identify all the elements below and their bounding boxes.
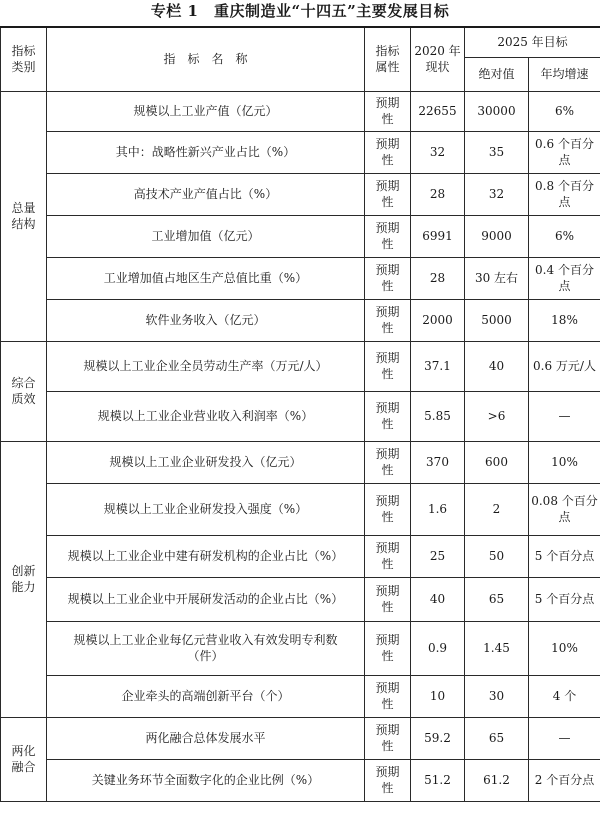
- attr-cell: 预期 性: [365, 621, 411, 675]
- attr-cell: 预期 性: [365, 483, 411, 535]
- header-growth: 年均增速: [529, 57, 600, 91]
- name-cell: 规模以上工业企业每亿元营业收入有效发明专利数 （件）: [47, 621, 365, 675]
- attr-cell: 预期 性: [365, 173, 411, 215]
- absolute-cell: 5000: [465, 299, 529, 341]
- growth-cell: 10%: [529, 621, 600, 675]
- name-cell: 工业增加值占地区生产总值比重（%）: [47, 257, 365, 299]
- name-cell: 规模以上工业企业中开展研发活动的企业占比（%）: [47, 577, 365, 621]
- absolute-cell: 9000: [465, 215, 529, 257]
- growth-cell: 0.6 个百分点: [529, 131, 600, 173]
- attr-cell: 预期 性: [365, 257, 411, 299]
- attr-cell: 预期 性: [365, 759, 411, 801]
- current-cell: 0.9: [411, 621, 465, 675]
- growth-cell: 0.4 个百分点: [529, 257, 600, 299]
- growth-cell: —: [529, 391, 600, 441]
- table-row: [1, 675, 600, 717]
- absolute-cell: 32: [465, 173, 529, 215]
- absolute-cell: 1.45: [465, 621, 529, 675]
- table-row: [1, 759, 600, 801]
- header-attr: 指标 属性: [365, 27, 411, 91]
- growth-cell: 10%: [529, 441, 600, 483]
- targets-table: [0, 26, 600, 802]
- name-cell: 规模以上工业企业研发投入强度（%）: [47, 483, 365, 535]
- name-cell: 企业牵头的高端创新平台（个）: [47, 675, 365, 717]
- table-row: [1, 577, 600, 621]
- current-cell: 2000: [411, 299, 465, 341]
- current-cell: 22655: [411, 91, 465, 131]
- attr-cell: 预期 性: [365, 441, 411, 483]
- growth-cell: 5 个百分点: [529, 577, 600, 621]
- table-row: [1, 173, 600, 215]
- current-cell: 37.1: [411, 341, 465, 391]
- current-cell: 5.85: [411, 391, 465, 441]
- absolute-cell: 30000: [465, 91, 529, 131]
- absolute-cell: >6: [465, 391, 529, 441]
- growth-cell: 5 个百分点: [529, 535, 600, 577]
- name-cell: 其中：战略性新兴产业占比（%）: [47, 131, 365, 173]
- header-absolute: 绝对值: [465, 57, 529, 91]
- category-cell: 总量 结构: [1, 91, 47, 341]
- growth-cell: 6%: [529, 215, 600, 257]
- table-body: [1, 91, 600, 801]
- attr-cell: 预期 性: [365, 535, 411, 577]
- name-cell: 高技术产业产值占比（%）: [47, 173, 365, 215]
- absolute-cell: 30 左右: [465, 257, 529, 299]
- table-row: [1, 441, 600, 483]
- growth-cell: 0.8 个百分点: [529, 173, 600, 215]
- current-cell: 370: [411, 441, 465, 483]
- table-row: [1, 91, 600, 131]
- header-current: 2020 年 现状: [411, 27, 465, 91]
- attr-cell: 预期 性: [365, 91, 411, 131]
- current-cell: 28: [411, 173, 465, 215]
- growth-cell: 6%: [529, 91, 600, 131]
- current-cell: 51.2: [411, 759, 465, 801]
- attr-cell: 预期 性: [365, 299, 411, 341]
- table-title: 专栏 1 重庆制造业“十四五”主要发展目标: [150, 2, 450, 20]
- current-cell: 28: [411, 257, 465, 299]
- name-cell: 规模以上工业企业全员劳动生产率（万元/人）: [47, 341, 365, 391]
- absolute-cell: 600: [465, 441, 529, 483]
- growth-cell: 18%: [529, 299, 600, 341]
- name-cell: 工业增加值（亿元）: [47, 215, 365, 257]
- current-cell: 1.6: [411, 483, 465, 535]
- category-cell: 两化 融合: [1, 717, 47, 801]
- attr-cell: 预期 性: [365, 675, 411, 717]
- name-cell: 规模以上工业产值（亿元）: [47, 91, 365, 131]
- table-row: [1, 299, 600, 341]
- header-name: 指 标 名 称: [47, 27, 365, 91]
- absolute-cell: 40: [465, 341, 529, 391]
- table-row: [1, 717, 600, 759]
- table-row: [1, 215, 600, 257]
- table-row: [1, 535, 600, 577]
- absolute-cell: 35: [465, 131, 529, 173]
- name-cell: 规模以上工业企业研发投入（亿元）: [47, 441, 365, 483]
- attr-cell: 预期 性: [365, 577, 411, 621]
- current-cell: 25: [411, 535, 465, 577]
- attr-cell: 预期 性: [365, 717, 411, 759]
- header-category: 指标 类别: [1, 27, 47, 91]
- growth-cell: 0.08 个百分 点: [529, 483, 600, 535]
- current-cell: 10: [411, 675, 465, 717]
- table-row: [1, 391, 600, 441]
- attr-cell: 预期 性: [365, 215, 411, 257]
- absolute-cell: 61.2: [465, 759, 529, 801]
- attr-cell: 预期 性: [365, 391, 411, 441]
- header-target: 2025 年目标: [465, 27, 600, 57]
- name-cell: 规模以上工业企业营业收入利润率（%）: [47, 391, 365, 441]
- name-cell: 两化融合总体发展水平: [47, 717, 365, 759]
- category-cell: 综合 质效: [1, 341, 47, 441]
- name-cell: 规模以上工业企业中建有研发机构的企业占比（%）: [47, 535, 365, 577]
- attr-cell: 预期 性: [365, 131, 411, 173]
- table-row: [1, 131, 600, 173]
- current-cell: 6991: [411, 215, 465, 257]
- attr-cell: 预期 性: [365, 341, 411, 391]
- table-row: [1, 341, 600, 391]
- growth-cell: 0.6 万元/人: [529, 341, 600, 391]
- growth-cell: 2 个百分点: [529, 759, 600, 801]
- absolute-cell: 30: [465, 675, 529, 717]
- header-row-1: [1, 27, 600, 57]
- absolute-cell: 2: [465, 483, 529, 535]
- table-row: [1, 621, 600, 675]
- growth-cell: 4 个: [529, 675, 600, 717]
- table-row: [1, 483, 600, 535]
- absolute-cell: 65: [465, 717, 529, 759]
- name-cell: 软件业务收入（亿元）: [47, 299, 365, 341]
- current-cell: 40: [411, 577, 465, 621]
- growth-cell: —: [529, 717, 600, 759]
- current-cell: 59.2: [411, 717, 465, 759]
- absolute-cell: 50: [465, 535, 529, 577]
- name-cell: 关键业务环节全面数字化的企业比例（%）: [47, 759, 365, 801]
- current-cell: 32: [411, 131, 465, 173]
- table-row: [1, 257, 600, 299]
- absolute-cell: 65: [465, 577, 529, 621]
- category-cell: 创新 能力: [1, 441, 47, 717]
